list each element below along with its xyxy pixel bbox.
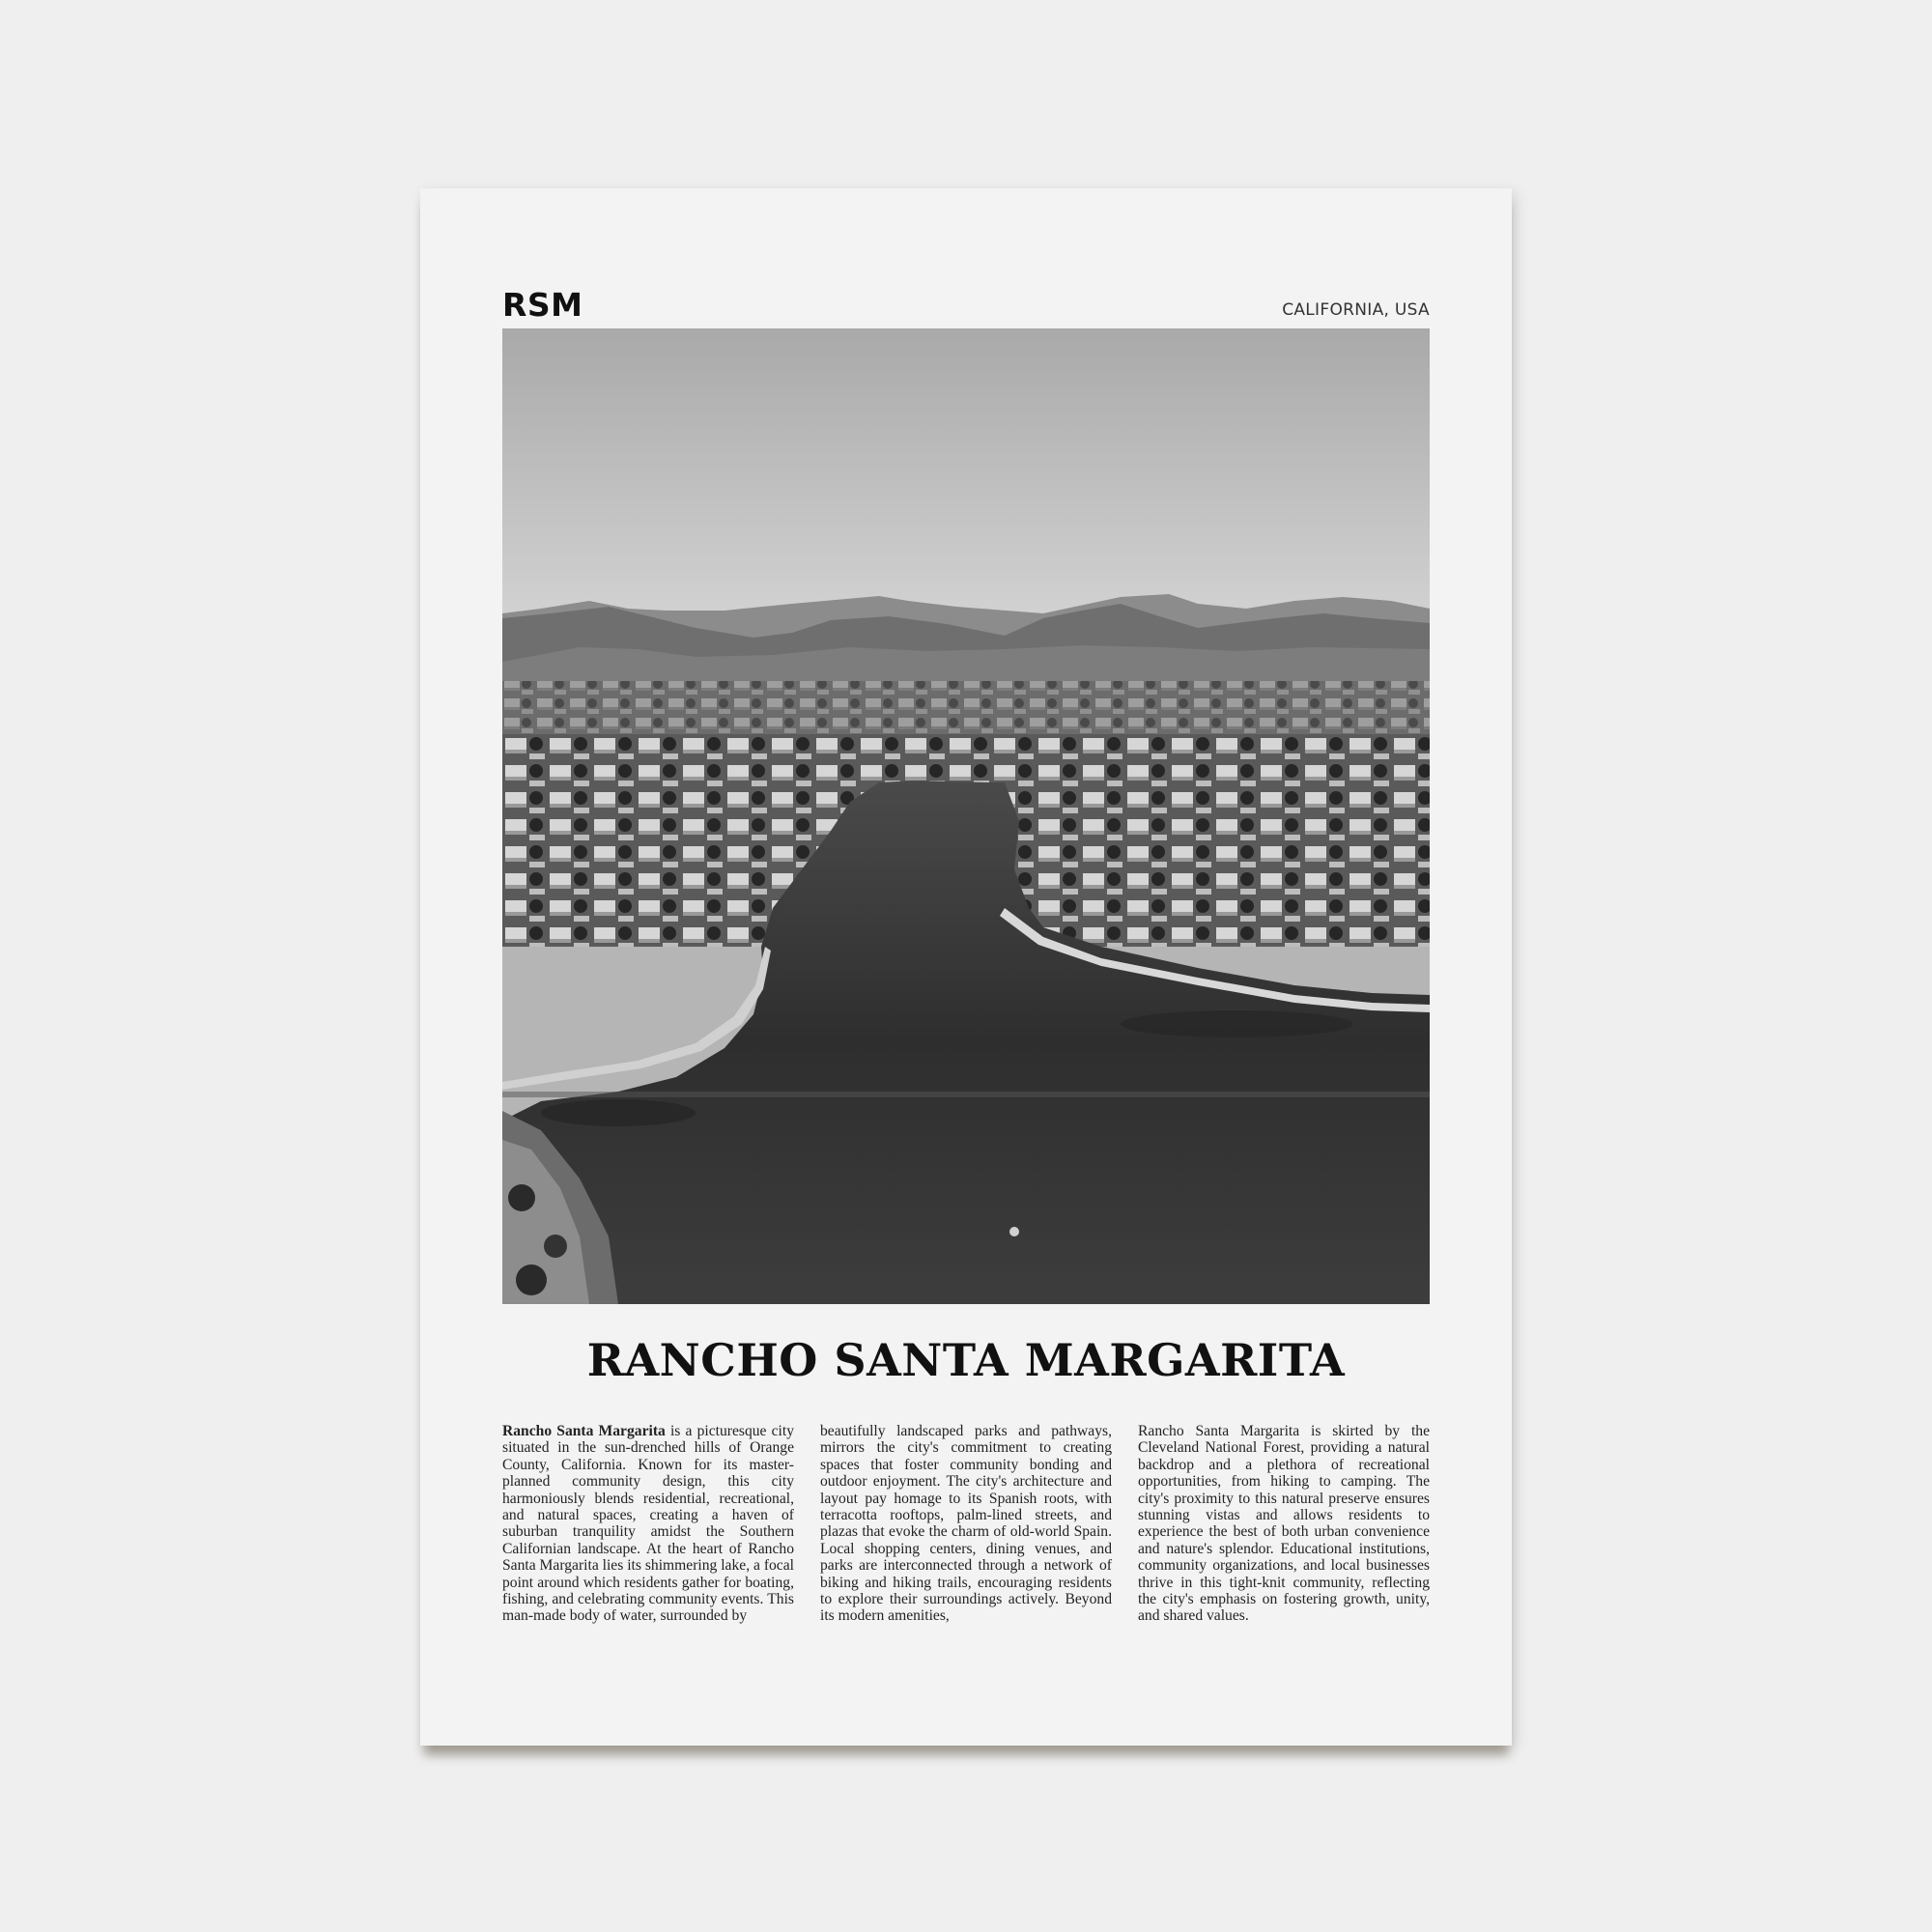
text-column-1 [502,1423,794,1625]
col1-text: is a picturesque city situated in the sun-drenched hills of Orange County, California. Known for its master-planned community design, this city harmoniously blends residential, recreational, and natural spaces, creating a haven of suburban tranquility amidst the Southern Californian landscape. At the heart of Rancho Santa Margarita lies its shimmering lake, a focal point around which residents gather for boating, fishing, and celebrating community events. This man-made body of water, surrounded by [502,1423,794,1625]
landscape-photo [502,328,1430,1304]
location-label: CALIFORNIA, USA [1282,300,1430,320]
landscape-photo-icon [502,328,1430,1304]
city-code: RSM [502,286,583,324]
body-text [502,1423,1430,1625]
lead-bold: Rancho Santa Margarita [502,1423,666,1439]
poster [420,188,1512,1746]
text-column-2: beautifully landscaped parks and pathways, mirrors the city's commitment to creating spaces that foster community bonding and outdoor enjoyment. The city's architecture and layout pay homage to its Spanish roots, with terracotta rooftops, palm-lined streets, and plazas that evoke the charm of old-world Spain. Local shopping centers, dining venues, and parks are interconnected through a network of biking and hiking trails, encouraging residents to explore their surroundings actively. Beyond its modern amenities, [820,1423,1112,1625]
page-title: RANCHO SANTA MARGARITA [586,1334,1346,1386]
text-column-3: Rancho Santa Margarita is skirted by the Cleveland National Forest, providing a natural backdrop and a plethora of recreational opportunities, from hiking to camping. The city's proximity to this natural preserve ensures stunning vistas and allows residents to experience the best of both urban convenience and nature's splendor. Educational institutions, community organizations, and local businesses thrive in this tight-knit community, reflecting the city's emphasis on fostering growth, unity, and shared values. [1138,1423,1430,1625]
